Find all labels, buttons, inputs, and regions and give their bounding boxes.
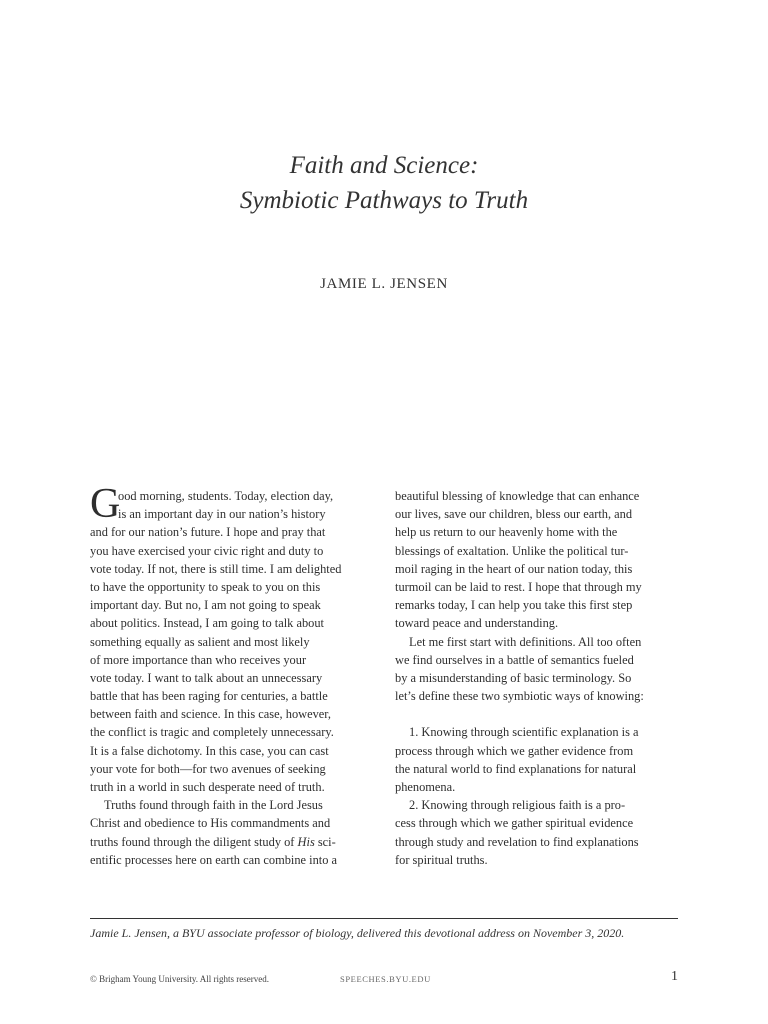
title-line-2: Symbiotic Pathways to Truth	[239, 187, 529, 214]
text-line: ood morning, students. Today, election day,	[118, 489, 334, 503]
drop-cap: G	[90, 481, 121, 527]
text-line: for spiritual truths.	[395, 852, 488, 867]
text-line: is an important day in our nation’s history	[118, 507, 326, 522]
text-line: remarks today, I can help you take this first step	[395, 598, 633, 613]
footnote-divider	[90, 918, 678, 919]
author-name: JAMIE L. JENSEN	[320, 276, 448, 292]
text-line: by a misunderstanding of basic terminology. So	[395, 670, 632, 685]
opening-paragraph	[90, 481, 364, 527]
text-line: you have exercised your civic right and duty to	[90, 543, 324, 558]
copyright-notice: © Brigham Young University. All rights reserved.	[90, 974, 269, 984]
text-line: cess through which we gather spiritual evidence	[395, 816, 634, 831]
text-line: Truths found through faith in the Lord Jesus	[104, 798, 323, 813]
right-column	[395, 487, 679, 869]
text-segment: truths found through the diligent study of	[90, 834, 295, 849]
text-line: vote today. If not, there is still time. I am delighted	[90, 561, 342, 576]
paragraph-gap	[395, 705, 679, 723]
text-line: and for our nation’s future. I hope and pray that	[90, 525, 326, 540]
text-line	[90, 833, 364, 851]
text-line: Christ and obedience to His commandments and	[90, 816, 331, 831]
author-footnote: Jamie L. Jensen, a BYU associate professor of biology, delivered this devotional address on November 3, 2020.	[90, 926, 625, 940]
text-line: 1. Knowing through scientific explanation is a	[409, 725, 639, 740]
speech-title	[0, 148, 768, 218]
site-url: SPEECHES.BYU.EDU	[340, 974, 431, 984]
text-line: Let me first start with definitions. All too often	[409, 634, 642, 649]
text-line: moil raging in the heart of our nation today, this	[395, 561, 633, 576]
text-line: something equally as salient and most likely	[90, 634, 310, 649]
page-number: 1	[671, 969, 678, 984]
text-line: phenomena.	[395, 780, 456, 794]
text-line: truth in a world in such desperate need of truth.	[90, 780, 325, 794]
text-line: of more importance than who receives your	[90, 652, 307, 667]
text-line: the natural world to find explanations for natural	[395, 761, 637, 776]
text-line: the conflict is tragic and completely unnecessary.	[90, 725, 334, 740]
text-line: blessings of exaltation. Unlike the political tur-	[395, 543, 629, 558]
text-line: to have the opportunity to speak to you on this	[90, 579, 321, 594]
text-line: about politics. Instead, I am going to talk about	[90, 616, 325, 631]
text-line: entific processes here on earth can combine into a	[90, 852, 338, 867]
text-line: help us return to our heavenly home with the	[395, 525, 618, 540]
text-line: process through which we gather evidence from	[395, 743, 634, 758]
text-line: through study and revelation to find explanations	[395, 834, 639, 849]
text-line: It is a false dichotomy. In this case, you can cast	[90, 743, 329, 758]
text-line: beautiful blessing of knowledge that can enhance	[395, 489, 640, 503]
left-column	[90, 481, 364, 869]
text-line: let’s define these two symbiotic ways of knowing:	[395, 689, 644, 704]
text-line: vote today. I want to talk about an unnecessary	[90, 670, 323, 685]
text-line: battle that has been raging for centuries, a battle	[90, 689, 328, 704]
text-line: toward peace and understanding.	[395, 616, 559, 631]
text-line: important day. But no, I am not going to speak	[90, 598, 321, 613]
text-line: our lives, save our children, bless our earth, and	[395, 507, 633, 522]
emphasis-his: His	[297, 834, 315, 849]
text-segment: sci-	[314, 834, 336, 849]
text-line: turmoil can be laid to rest. I hope that through my	[395, 579, 642, 594]
text-line: 2. Knowing through religious faith is a pro-	[409, 798, 626, 813]
text-line: between faith and science. In this case, however,	[90, 707, 332, 722]
title-line-1: Faith and Science:	[289, 152, 479, 179]
text-line: we find ourselves in a battle of semantics fueled	[395, 652, 634, 667]
text-line: your vote for both—for two avenues of seeking	[90, 761, 326, 776]
